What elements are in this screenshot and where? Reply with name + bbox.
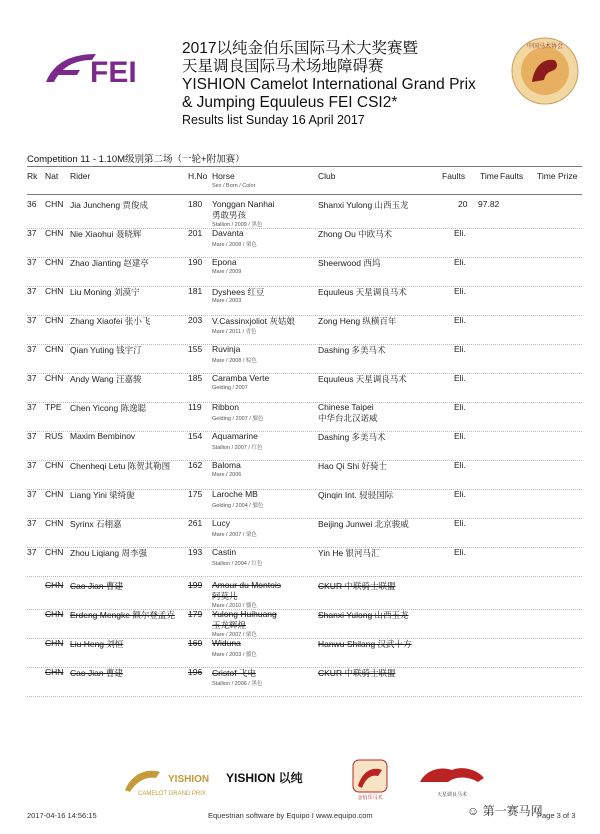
table-row (27, 228, 582, 257)
horse-info-cell: Stallion / 2009 / 黑色 (212, 222, 263, 228)
horse-cell: Epona (212, 257, 237, 267)
club-cell: Zhong Ou 中欧马术 (318, 229, 393, 239)
title-line-3: YISHION Camelot International Grand Prix (182, 76, 476, 93)
horse-number-cell: 261 (188, 518, 203, 528)
horse-info-cell: Mare / 2008 / 棕色 (212, 358, 257, 364)
rider-cell: Liu Heng 刘恒 (70, 639, 124, 649)
footer-page: Page 3 of 3 (537, 811, 576, 820)
rider-cell: Syrinx 石栩嘉 (70, 519, 122, 529)
nation-cell: CHN (45, 257, 64, 267)
horse-number-cell: 185 (188, 373, 203, 383)
faults-cell: Eli. (454, 228, 466, 238)
title-line-4: & Jumping Equuleus FEI CSI2* (182, 94, 398, 111)
nation-cell: CHN (45, 373, 64, 383)
horse-info-cell: Mare / 2009 (212, 269, 242, 275)
horse-cell: Amour du Montois (212, 580, 281, 590)
horse-number-cell: 199 (188, 580, 203, 590)
sponsor1-a: YISHION (168, 774, 210, 785)
horse-cell-line2: 阿莫儿 (212, 591, 238, 601)
rider-cell: Zhao Jianting 赵建亭 (70, 258, 149, 268)
nation-cell: CHN (45, 344, 64, 354)
horse-info-cell: Gelding / 2007 / 骝色 (212, 416, 264, 422)
rider-cell: Andy Wang 汪嘉骏 (70, 374, 142, 384)
table-row (27, 315, 582, 344)
rank-cell: 36 (27, 199, 37, 209)
club-cell: Hanwu Shilang 汉武十方 (318, 639, 412, 649)
col-time: Time (480, 171, 499, 181)
rank-cell: 37 (27, 344, 37, 354)
rider-cell: Zhang Xiaofei 张小飞 (70, 316, 151, 326)
club-cell: Beijing Junwei 北京骏威 (318, 519, 409, 529)
faults-cell: Eli. (454, 315, 466, 325)
withdrawn-row (27, 667, 582, 696)
sponsor-logos (0, 752, 600, 802)
table-row (27, 518, 582, 547)
faults-cell: Eli. (454, 257, 466, 267)
horse-cell: Dyshees 红豆 (212, 287, 265, 297)
club-cell: Hao Qi Shi 好骑士 (318, 461, 387, 471)
nation-cell: CHN (45, 547, 64, 557)
rider-cell: Qian Yuting 钱宇汀 (70, 345, 142, 355)
rider-cell: Nie Xiaohui 聂晓辉 (70, 229, 142, 239)
col-prize: Prize (558, 171, 578, 181)
title-line-1: 2017以纯金伯乐国际马术大奖赛暨 (182, 40, 418, 57)
yishion-camelot-logo (125, 771, 209, 797)
watermark-icon: ☺ (467, 804, 480, 818)
horse-cell-line2: 玉龙辉煌 (212, 620, 247, 630)
sponsor1-b: CAMELOT GRAND PRIX (138, 791, 206, 797)
horse-info-cell: Mare / 2007 / 栗色 (212, 532, 257, 538)
nation-cell: CHN (45, 580, 64, 590)
rank-cell: 37 (27, 373, 37, 383)
col-nat: Nat (45, 171, 59, 181)
horse-cell: Aquamarine (212, 431, 258, 441)
title-line-2: 天星调良国际马术场地障碍赛 (182, 58, 384, 75)
club-cell: CKUR 中联骑士联盟 (318, 668, 396, 678)
club-cell: CKUR 中联骑士联盟 (318, 581, 396, 591)
footer-datetime: 2017-04-16 14:56:15 (27, 811, 97, 820)
horse-info-cell: Mare / 2011 / 青色 (212, 329, 257, 335)
rank-cell: 37 (27, 402, 37, 412)
horse-number-cell: 203 (188, 315, 203, 325)
col-club: Club (318, 171, 336, 181)
equuleus-logo (420, 768, 484, 798)
horse-info-cell: Gelding / 2007 (212, 385, 248, 391)
rider-cell: Cao Jian 曹建 (70, 668, 123, 678)
faults-cell: Eli. (454, 431, 466, 441)
club-cell-line2: 中华台北汉诺威 (318, 413, 378, 423)
club-cell: Zong Heng 纵横百年 (318, 316, 397, 326)
faults-cell: Eli. (454, 489, 466, 499)
rank-cell: 37 (27, 286, 37, 296)
faults-cell: Eli. (454, 373, 466, 383)
time-cell: 97.82 (478, 199, 500, 209)
horse-cell: Widuna (212, 638, 241, 648)
header-rule-top (27, 166, 582, 167)
fei-logo-text: FEI (90, 56, 137, 86)
rank-cell: 37 (27, 547, 37, 557)
horse-info-cell: Mare / 2003 / 骝色 (212, 652, 257, 658)
jinbole-logo (353, 760, 387, 801)
horse-number-cell: 155 (188, 344, 203, 354)
club-cell: Shanxi Yulong 山西玉龙 (318, 610, 409, 620)
horse-number-cell: 179 (188, 609, 203, 619)
horse-info-cell: Mare / 2008 / 栗色 (212, 242, 257, 248)
horse-number-cell: 119 (188, 402, 202, 412)
faults-cell: Eli. (454, 344, 466, 354)
rider-cell: Liu Moning 刘漠宁 (70, 287, 140, 297)
club-cell: Sheerwood 西坞 (318, 258, 381, 268)
table-row (27, 489, 582, 518)
nation-cell: CHN (45, 609, 64, 619)
horse-info-cell: Gelding / 2004 / 骝色 (212, 503, 264, 509)
faults-cell: Eli. (454, 547, 466, 557)
faults-cell: Eli. (454, 518, 466, 528)
horse-cell: Lucy (212, 518, 230, 528)
rider-cell: Liang Yini 梁绮旎 (70, 490, 135, 500)
watermark (467, 802, 543, 819)
horse-cell: Yulong Huihuang (212, 609, 277, 619)
table-row (27, 402, 582, 431)
horse-number-cell: 190 (188, 257, 203, 267)
sponsor4: 天星调良马术 (436, 792, 468, 798)
col-horse-sub: Sex / Born / Color (212, 183, 256, 189)
club-cell: Shanxi Yulong 山西玉龙 (318, 200, 409, 210)
faults-cell: Eli. (454, 402, 466, 412)
nation-cell: CHN (45, 638, 64, 648)
horse-number-cell: 180 (188, 199, 203, 209)
header-rule-bottom (27, 194, 582, 195)
club-cell: Equuleus 天星调良马术 (318, 287, 407, 297)
table-row (27, 286, 582, 315)
rank-cell: 37 (27, 489, 37, 499)
nation-cell: TPE (45, 402, 62, 412)
sponsor2: YISHION 以纯 (226, 771, 303, 785)
nation-cell: CHN (45, 489, 64, 499)
title-line-5: Results list Sunday 16 April 2017 (182, 113, 365, 127)
horse-number-cell: 193 (188, 547, 203, 557)
horse-info-cell: Mare / 2006 (212, 472, 242, 478)
horse-number-cell: 196 (188, 667, 203, 677)
horse-number-cell: 162 (188, 460, 203, 470)
footer-software: Equestrian software by Equipo I www.equipo.com (208, 811, 373, 820)
rank-cell: 37 (27, 315, 37, 325)
col-faults: Faults (442, 171, 466, 181)
horse-cell: Davanta (212, 228, 244, 238)
horse-number-cell: 181 (188, 286, 203, 296)
col-horse: Horse (212, 171, 235, 181)
withdrawn-row (27, 609, 582, 638)
horse-cell: Ribbon (212, 402, 239, 412)
nation-cell: CHN (45, 228, 64, 238)
horse-number-cell: 160 (188, 638, 203, 648)
table-row (27, 257, 582, 286)
table-row (27, 344, 582, 373)
nation-cell: RUS (45, 431, 63, 441)
horse-number-cell: 201 (188, 228, 203, 238)
horse-cell: Baloma (212, 460, 241, 470)
club-cell: Qinqin Int. 骎骎国际 (318, 490, 394, 500)
table-row (27, 199, 582, 228)
nation-cell: CHN (45, 667, 64, 677)
col-faults-2: Faults (500, 171, 524, 181)
nation-cell: CHN (45, 315, 64, 325)
horse-cell: V.Cassinxjoliot 灰姑娘 (212, 316, 295, 326)
rider-cell: Chenheqi Letu 陈贺其勒图 (70, 461, 171, 471)
horse-info-cell: Mare / 2007 / 栗色 (212, 632, 257, 638)
withdrawn-row (27, 638, 582, 667)
cea-emblem (510, 36, 580, 106)
rider-cell: Cao Jian 曹建 (70, 581, 123, 591)
faults-cell: Eli. (454, 460, 466, 470)
faults-cell: Eli. (454, 286, 466, 296)
row-separator (27, 696, 582, 697)
club-cell: Chinese Taipei (318, 402, 374, 412)
rider-cell: Maxim Bembinov (70, 431, 136, 441)
rank-cell: 37 (27, 460, 37, 470)
horse-number-cell: 175 (188, 489, 203, 499)
col-time-2: Time (537, 171, 556, 181)
table-row (27, 373, 582, 402)
watermark-text: 第一赛马网 (482, 804, 543, 818)
horse-cell-line2: 勇敢男孩 (212, 210, 247, 220)
nation-cell: CHN (45, 518, 64, 528)
withdrawn-row (27, 580, 582, 609)
col-rk: Rk (27, 171, 38, 181)
club-cell: Yin He 银河马汇 (318, 548, 380, 558)
rider-cell: Erdeng Mengke 额尔登孟克 (70, 610, 175, 620)
col-hno: H.No (188, 171, 208, 181)
horse-cell: Caramba Verte (212, 373, 270, 383)
horse-info-cell: Stallion / 2006 / 黑色 (212, 681, 263, 687)
sponsor3: 金伯乐马术 (357, 795, 383, 801)
table-row (27, 431, 582, 460)
rank-cell: 37 (27, 431, 37, 441)
horse-cell: Castin (212, 547, 237, 557)
club-cell: Equuleus 天星调良马术 (318, 374, 407, 384)
faults-cell: 20 (458, 199, 468, 209)
horse-info-cell: Stallion / 2007 / 红色 (212, 445, 263, 451)
nation-cell: CHN (45, 199, 64, 209)
horse-cell: Yonggan Nanhai (212, 199, 275, 209)
nation-cell: CHN (45, 460, 64, 470)
emblem-text: 中国马术协会 (526, 43, 564, 50)
rank-cell: 37 (27, 228, 37, 238)
rank-cell: 37 (27, 257, 37, 267)
competition-title: Competition 11 - 1.10M级别第二场（一轮+附加赛） (27, 154, 245, 165)
rider-cell: Jia Juncheng 贾俊成 (70, 200, 148, 210)
table-row (27, 547, 582, 576)
rider-cell: Chen Yicong 陈逸聪 (70, 403, 147, 413)
page-header (182, 40, 512, 128)
horse-number-cell: 154 (188, 431, 203, 441)
row-separator (27, 576, 582, 577)
rank-cell: 37 (27, 518, 37, 528)
horse-cell: Laroche MB (212, 489, 258, 499)
horse-info-cell: Mare / 2010 / 骝色 (212, 603, 257, 609)
horse-cell: Cristof 飞电 (212, 668, 256, 678)
col-rider: Rider (70, 171, 91, 181)
table-row (27, 460, 582, 489)
rider-cell: Zhou Liqiang 周李强 (70, 548, 148, 558)
horse-info-cell: Mare / 2003 (212, 298, 242, 304)
nation-cell: CHN (45, 286, 64, 296)
horse-cell: Ruvinja (212, 344, 241, 354)
club-cell: Dashing 多美马术 (318, 432, 386, 442)
horse-info-cell: Stallion / 2004 / 红色 (212, 561, 263, 567)
fei-logo (44, 52, 156, 86)
club-cell: Dashing 多美马术 (318, 345, 386, 355)
